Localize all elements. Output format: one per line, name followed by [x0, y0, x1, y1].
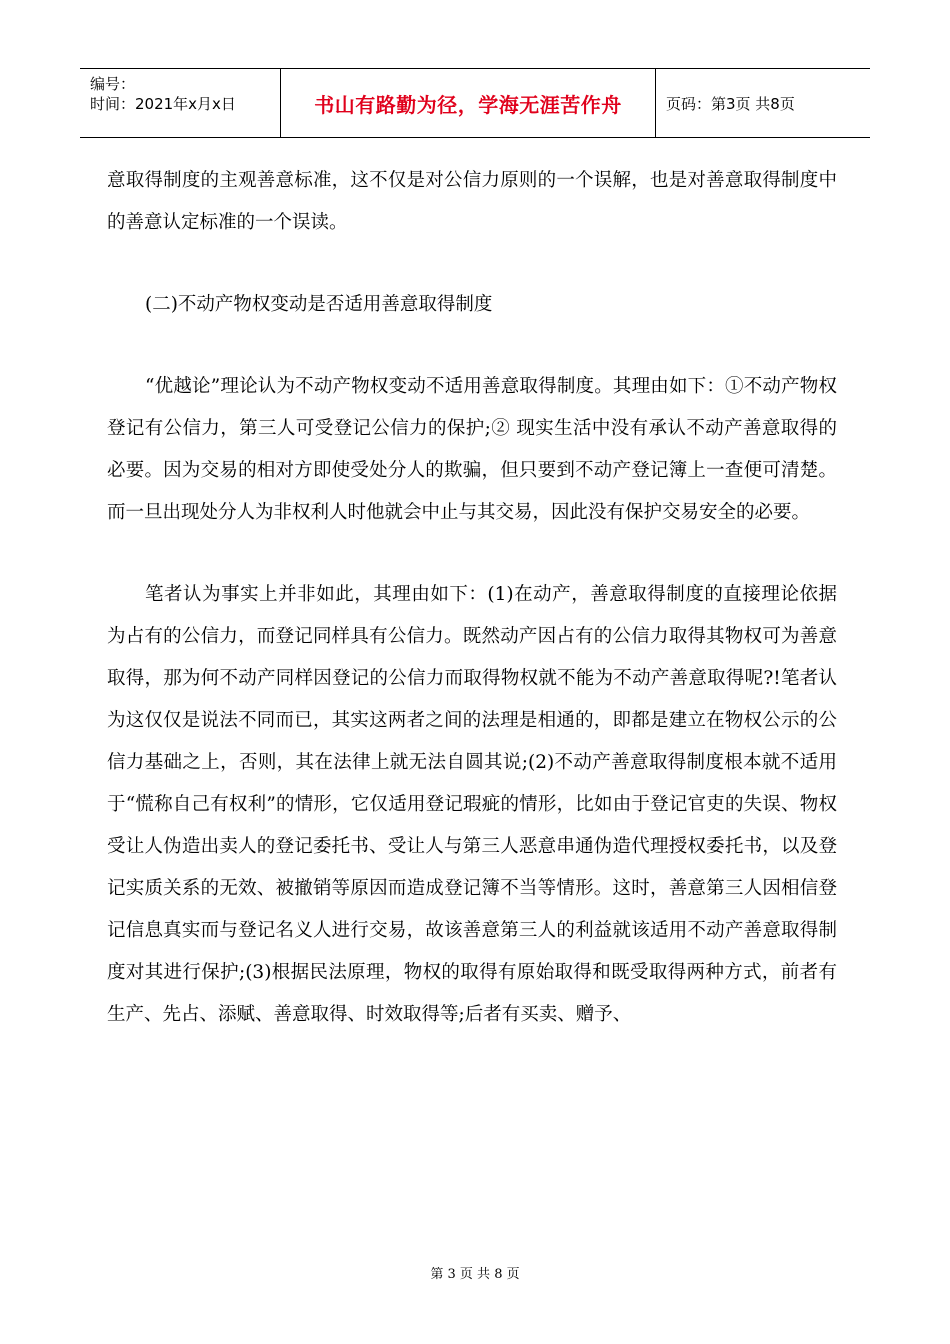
- number-label: 编号：: [90, 75, 136, 93]
- paragraph-3: 笔者认为事实上并非如此，其理由如下：(1)在动产，善意取得制度的直接理论依据为占有的公信力，而登记同样具有公信力。既然动产因占有的公信力取得其物权可为善意取得，那为何不动产同样因登记的公信力而取得物权就不能为不动产善意取得呢?!笔者认为这仅仅是说法不同而已，其实这两者之间的法理是相通的，即都是建立在物权公示的公信力基础之上，否则，其在法律上就无法自圆其说;(2)不动产善意取得制度根本就不适用于“慌称自己有权利”的情形，它仅适用登记瑕疵的情形，比如由于登记官吏的失误、物权受让人伪造出卖人的登记委托书、受让人与第三人恶意串通伪造代理授权委托书，以及登记实质关系的无效、被撤销等原因而造成登记簿不当等情形。这时，善意第三人因相信登记信息真实而与登记名义人进行交易，故该善意第三人的利益就该适用不动产善意取得制度对其进行保护;(3)根据民法原理，物权的取得有原始取得和既受取得两种方式，前者有生产、先占、添赋、善意取得、时效取得等;后者有买卖、赠予、: [107, 584, 837, 1025]
- paragraph-2: “优越论”理论认为不动产物权变动不适用善意取得制度。其理由如下：①不动产物权登记有公信力，第三人可受登记公信力的保护;② 现实生活中没有承认不动产善意取得的必要。因为交易的相对方即使受处分人的欺骗，但只要到不动产登记簿上一查便可清楚。而一旦出现处分人为非权利人时他就会中止与其交易，因此没有保护交易安全的必要。: [107, 376, 837, 523]
- section-heading: (二)不动产物权变动是否适用善意取得制度: [145, 294, 493, 315]
- page-footer: 第 3 页 共 8 页: [430, 1267, 520, 1282]
- document-header: [80, 68, 870, 138]
- paragraph-1: 意取得制度的主观善意标准，这不仅是对公信力原则的一个误解，也是对善意取得制度中的善意认定标准的一个误读。: [107, 170, 837, 233]
- header-motto: 书山有路勤为径，学海无涯苦作舟: [281, 69, 656, 137]
- time-label: 时间：2021年x月x日: [90, 95, 236, 113]
- document-body: [107, 160, 837, 1036]
- header-meta: [80, 69, 281, 137]
- header-page-info: 页码：第3页 共8页: [666, 94, 795, 113]
